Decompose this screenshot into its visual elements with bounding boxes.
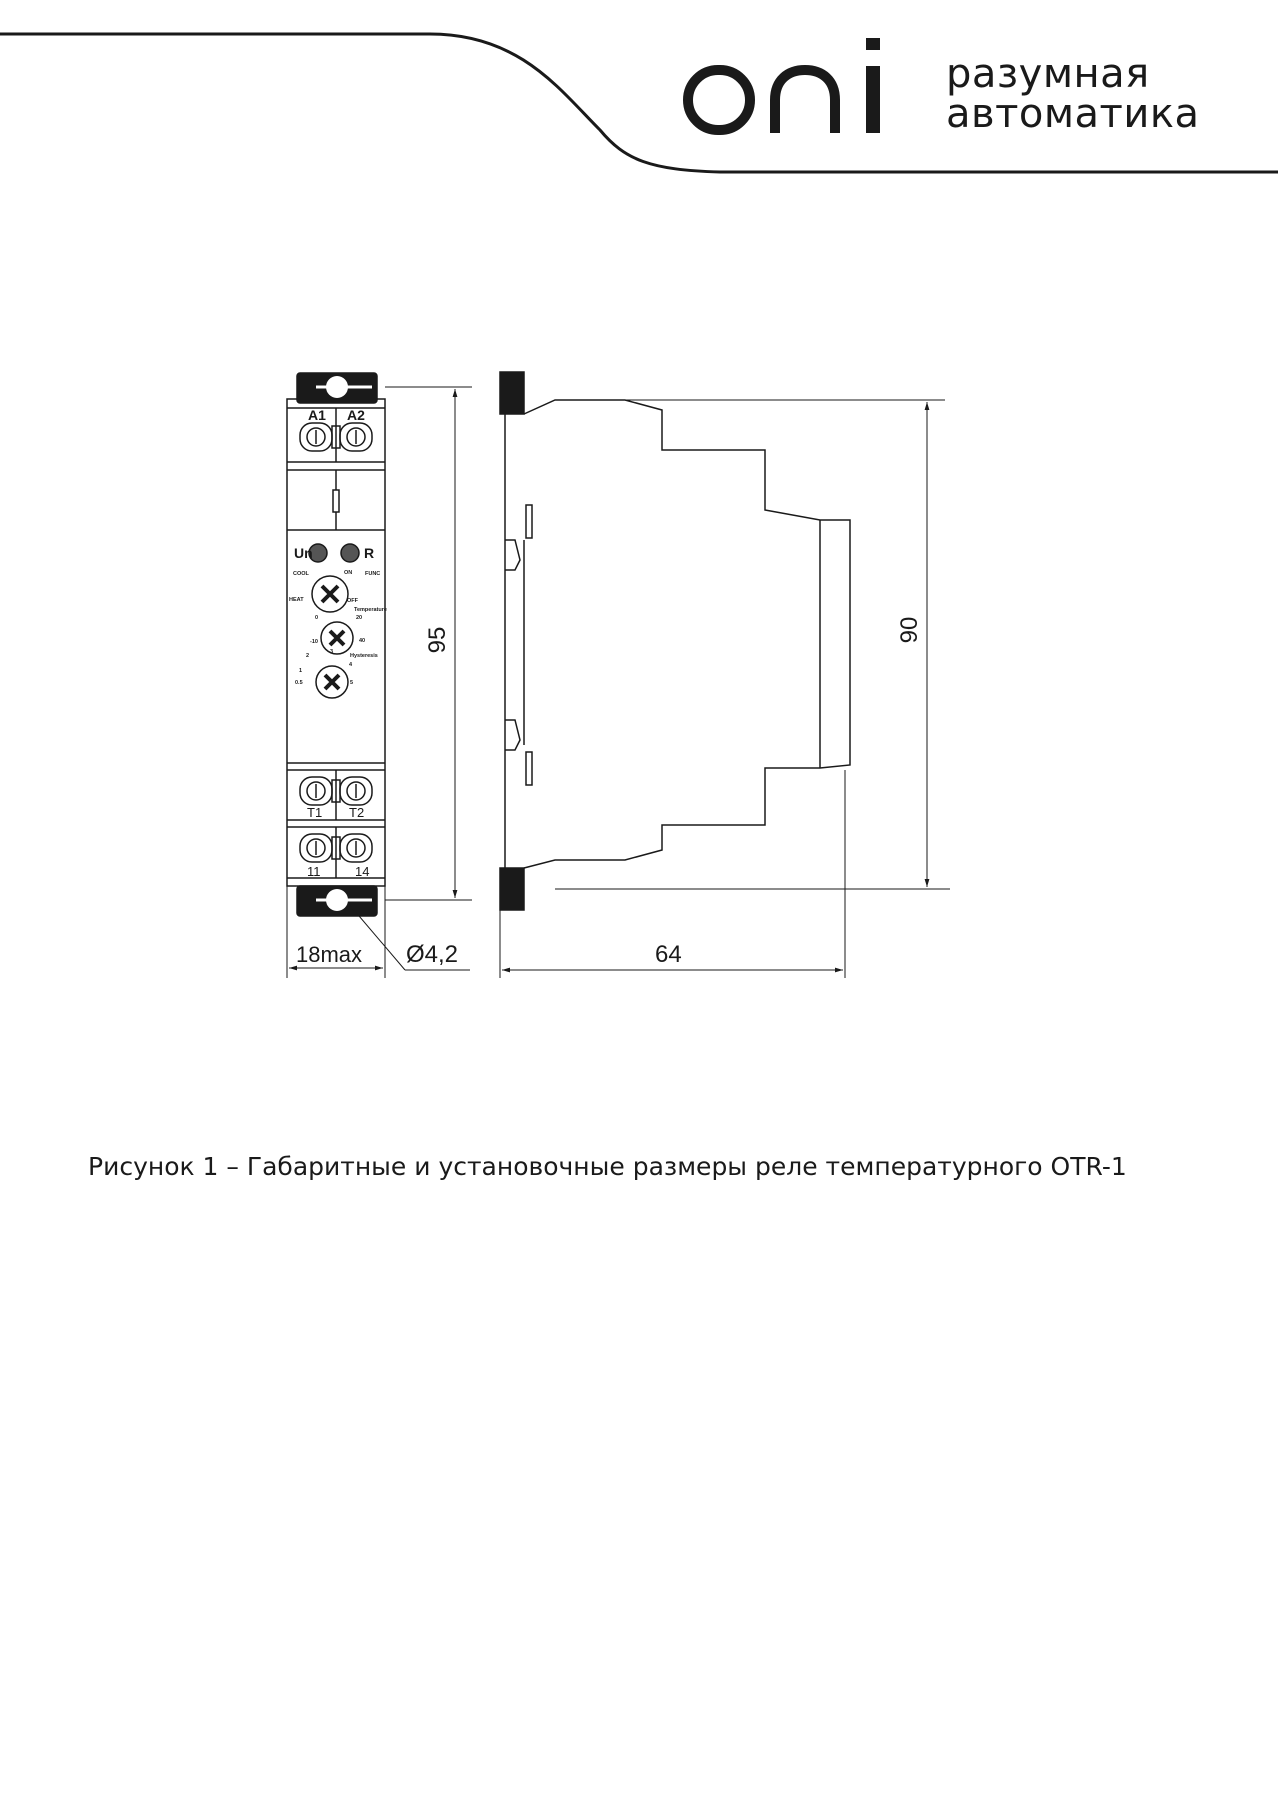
dimension-90: 90: [896, 616, 923, 644]
dial-hyst-1: 1: [299, 668, 303, 674]
dial-hyst-4: 4: [349, 662, 353, 668]
dial-hyst-2: 2: [306, 653, 310, 659]
dial-func-heat: HEAT: [289, 597, 304, 603]
dial-func-cool: COOL: [293, 571, 309, 577]
figure-caption: Рисунок 1 – Габаритные и установочные размеры реле температурного OTR-1: [88, 1152, 1127, 1181]
side-view: [500, 372, 850, 910]
dial-hyst-5: 5: [350, 680, 354, 686]
dial-func-func: FUNC: [365, 571, 381, 577]
dial-temp-0: 0: [315, 615, 319, 621]
tagline-line1: разумная: [946, 51, 1150, 97]
tagline-line2: автоматика: [946, 91, 1200, 137]
terminal-14-label: 14: [355, 864, 370, 879]
dial-temp-title: Temperature: [354, 607, 387, 613]
dial-temp-minus10: -10: [310, 639, 318, 645]
terminal-a2-label: A2: [347, 407, 365, 423]
dimension-hole: Ø4,2: [406, 941, 459, 968]
dial-func-off: OFF: [347, 598, 358, 604]
dial-hyst-3: 3: [330, 649, 334, 655]
dimension-95: 95: [424, 626, 451, 654]
front-view: [287, 373, 385, 916]
terminal-t1-label: T1: [307, 805, 323, 820]
terminal-11-label: 11: [307, 864, 321, 879]
led-un-label: Un: [294, 545, 313, 561]
dial-temp-40: 40: [359, 638, 366, 644]
led-r-label: R: [364, 545, 375, 561]
dial-func-on: ON: [344, 570, 353, 576]
terminal-t2-label: T2: [349, 805, 365, 820]
dimension-18max: 18max: [296, 942, 363, 967]
dial-hyst-title: Hysteresis: [350, 653, 378, 659]
dial-temp-20: 20: [356, 615, 363, 621]
dimension-64: 64: [655, 941, 682, 968]
dial-hyst-05: 0.5: [295, 680, 303, 686]
terminal-a1-label: A1: [308, 407, 326, 423]
